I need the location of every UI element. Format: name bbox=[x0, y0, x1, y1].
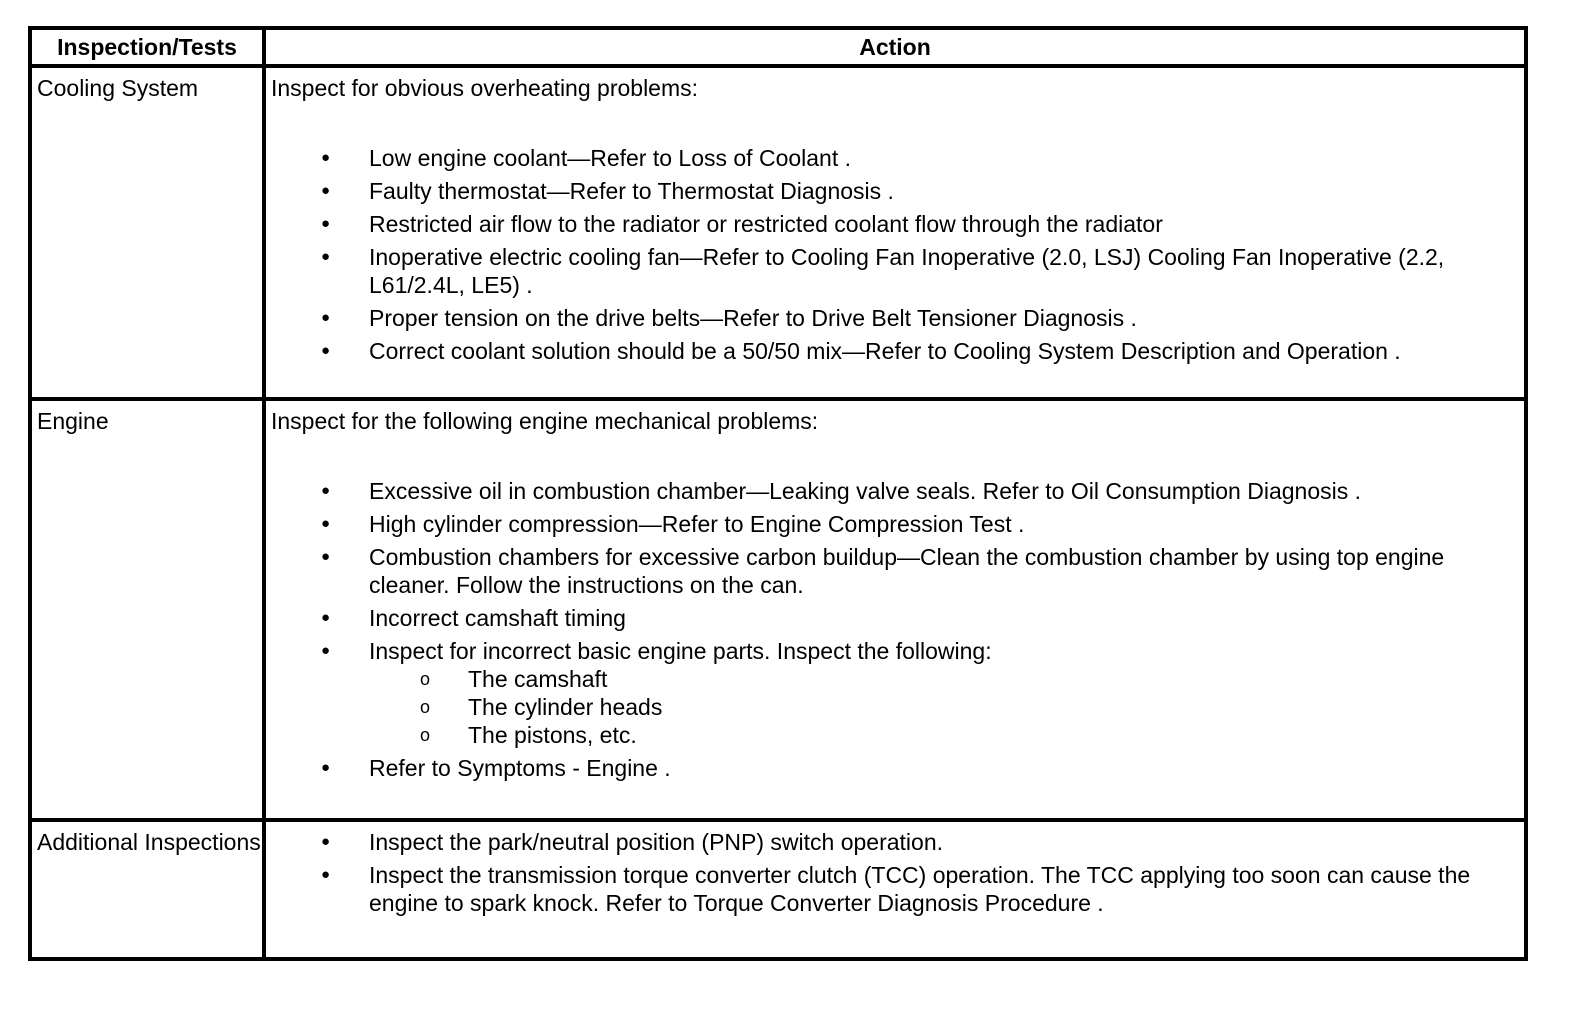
action-cell bbox=[264, 399, 1526, 820]
list-item-text: Faulty thermostat—Refer to Thermostat Diagnosis . bbox=[369, 178, 894, 204]
list-item bbox=[271, 754, 1524, 782]
list-item-text: Combustion chambers for excessive carbon buildup—Clean the combustion chamber by using top engine cleaner. Follow the instructions on the can. bbox=[369, 544, 1445, 598]
circle-bullet-icon: o bbox=[420, 697, 431, 717]
sub-list-item-text: The cylinder heads bbox=[468, 694, 663, 720]
list-item-text: Correct coolant solution should be a 50/50 mix—Refer to Cooling System Description and Operation . bbox=[369, 338, 1401, 364]
sub-list-item bbox=[271, 721, 1516, 749]
list-item bbox=[271, 177, 1524, 205]
inspection-table bbox=[28, 26, 1528, 961]
list-item bbox=[271, 243, 1524, 299]
list-item-text: Refer to Symptoms - Engine . bbox=[369, 755, 671, 781]
sub-list-item-text: The pistons, etc. bbox=[468, 722, 637, 748]
bullet-icon: ● bbox=[321, 309, 331, 326]
circle-bullet-icon: o bbox=[420, 669, 431, 689]
action-intro: Inspect for obvious overheating problems: bbox=[271, 75, 699, 101]
sub-list-item-text: The camshaft bbox=[468, 666, 608, 692]
list-item bbox=[271, 337, 1524, 365]
bullet-icon: ● bbox=[321, 482, 331, 499]
bullet-icon: ● bbox=[321, 515, 331, 532]
list-item bbox=[271, 144, 1524, 172]
bullet-icon: ● bbox=[321, 215, 331, 232]
action-list bbox=[271, 144, 1524, 365]
action-intro: Inspect for the following engine mechanical problems: bbox=[271, 408, 819, 434]
list-item-text: Excessive oil in combustion chamber—Leaking valve seals. Refer to Oil Consumption Diagnosis . bbox=[369, 478, 1362, 504]
table-row bbox=[30, 399, 1526, 820]
list-item bbox=[271, 604, 1524, 632]
bullet-icon: ● bbox=[321, 609, 331, 626]
list-item bbox=[271, 477, 1524, 505]
inspection-category: Cooling System bbox=[30, 66, 264, 399]
list-item bbox=[271, 828, 1524, 856]
bullet-icon: ● bbox=[321, 248, 331, 265]
header-action: Action bbox=[264, 28, 1526, 66]
list-item bbox=[271, 304, 1524, 332]
action-cell bbox=[264, 66, 1526, 399]
list-item bbox=[271, 210, 1524, 238]
action-list bbox=[271, 828, 1524, 917]
list-item-text: Inspect the transmission torque converter clutch (TCC) operation. The TCC applying too soon can cause the engine to spark knock. Refer to Torque Converter Diagnosis Procedure . bbox=[369, 862, 1471, 916]
list-item bbox=[271, 637, 1524, 749]
list-item bbox=[271, 543, 1524, 599]
header-row bbox=[30, 28, 1526, 66]
list-item-text: Incorrect camshaft timing bbox=[369, 605, 626, 631]
sub-list bbox=[369, 665, 1516, 749]
inspection-category: Additional Inspections bbox=[30, 820, 264, 959]
action-cell bbox=[264, 820, 1526, 959]
table-row bbox=[30, 820, 1526, 959]
list-item bbox=[271, 510, 1524, 538]
circle-bullet-icon: o bbox=[420, 725, 431, 745]
bullet-icon: ● bbox=[321, 149, 331, 166]
list-item-text: Inspect the park/neutral position (PNP) switch operation. bbox=[369, 829, 944, 855]
bullet-icon: ● bbox=[321, 182, 331, 199]
bullet-icon: ● bbox=[321, 548, 331, 565]
list-item-text: Restricted air flow to the radiator or restricted coolant flow through the radiator bbox=[369, 211, 1163, 237]
header-inspection-tests: Inspection/Tests bbox=[30, 28, 264, 66]
list-item-text: Inoperative electric cooling fan—Refer to Cooling Fan Inoperative (2.0, LSJ) Cooling Fan Inoperative (2.2, L61/2.4L, LE5) . bbox=[369, 244, 1445, 298]
list-item-text: Inspect for incorrect basic engine parts. Inspect the following: bbox=[369, 638, 992, 664]
inspection-category: Engine bbox=[30, 399, 264, 820]
bullet-icon: ● bbox=[321, 342, 331, 359]
bullet-icon: ● bbox=[321, 866, 331, 883]
list-item bbox=[271, 861, 1524, 917]
bullet-icon: ● bbox=[321, 642, 331, 659]
table-row bbox=[30, 66, 1526, 399]
action-list bbox=[271, 477, 1524, 782]
list-item-text: High cylinder compression—Refer to Engine Compression Test . bbox=[369, 511, 1025, 537]
list-item-text: Proper tension on the drive belts—Refer to Drive Belt Tensioner Diagnosis . bbox=[369, 305, 1137, 331]
bullet-icon: ● bbox=[321, 833, 331, 850]
sub-list-item bbox=[271, 665, 1516, 693]
list-item-text: Low engine coolant—Refer to Loss of Coolant . bbox=[369, 145, 852, 171]
sub-list-item bbox=[271, 693, 1516, 721]
bullet-icon: ● bbox=[321, 759, 331, 776]
